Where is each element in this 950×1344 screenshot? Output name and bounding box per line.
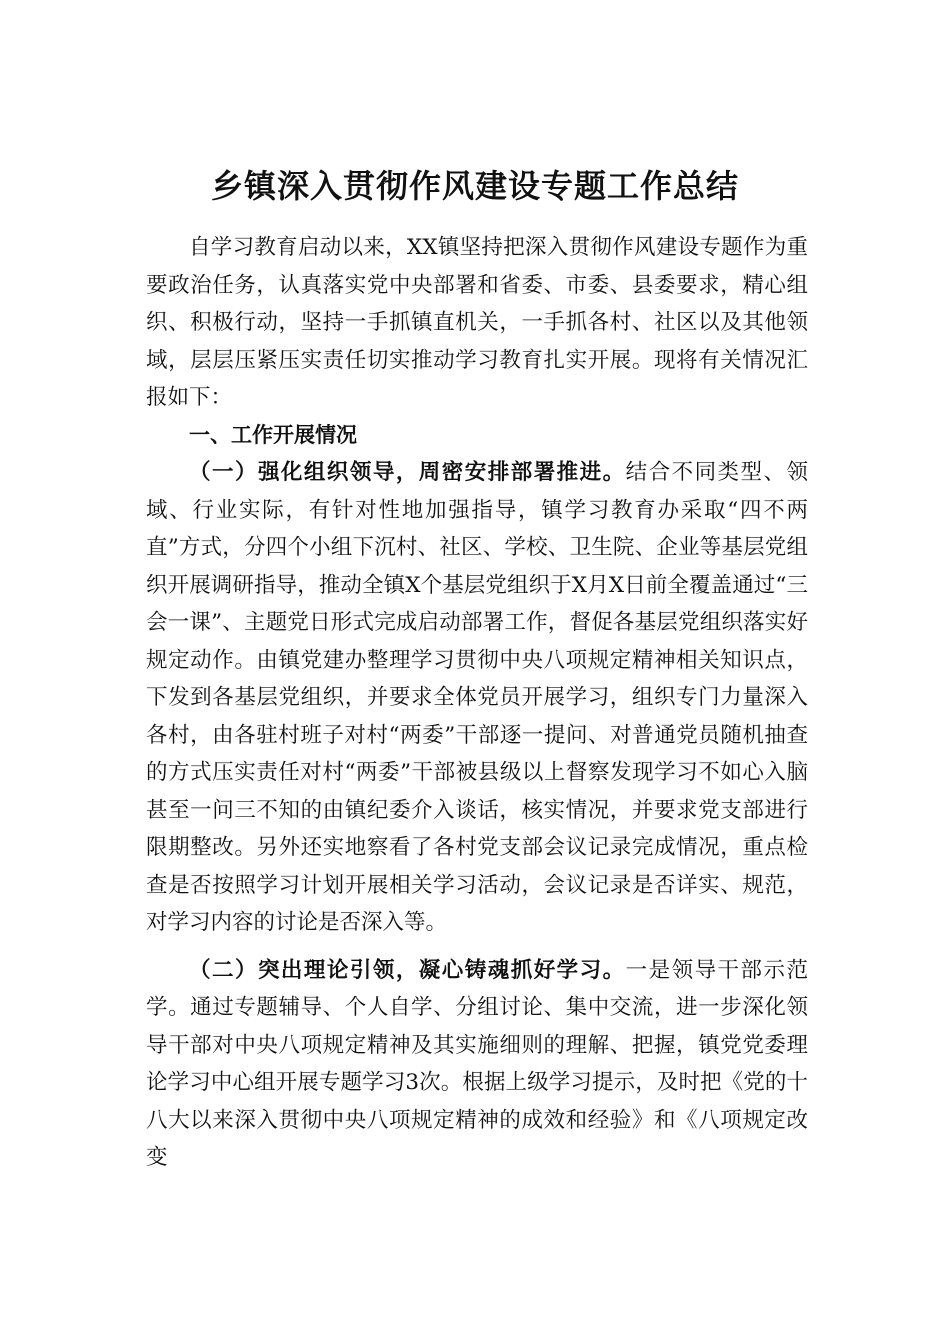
section-2-text: 一是领导干部示范学。通过专题辅导、个人自学、分组讨论、集中交流，进一步深化领导干部对中央八项规定精神及其实施细则的理解、把握，镇党党委理论学习中心组开展专题学习3次。根据上级学习提示，及时把《党的十八大以来深入贯彻中央八项规定精神的成效和经验》和《八项规定改变 bbox=[146, 957, 808, 1170]
section-1-text: 结合不同类型、领域、行业实际，有针对性地加强指导，镇学习教育办采取“四不两直”方式，分四个小组下沉村、社区、学校、卫生院、企业等基层党组织开展调研指导，推动全镇X个基层党组织于X月X日前全覆盖通过“三会一课”、主题党日形式完成启动部署工作，督促各基层党组织落实好规定动作。由镇党建办整理学习贯彻中央八项规定精神相关知识点，下发到各基层党组织，并要求全体党员开展学习，组织专门力量深入各村，由各驻村班子对村“两委”干部逐一提问、对普通党员随机抽查的方式压实责任对村“两委”干部被县级以上督察发现学习不如心入脑甚至一问三不知的由镇纪委介入谈话，核实情况，并要求党支部进行限期整改。另外还实地察看了各村党支部会议记录完成情况，重点检查是否按照学习计划开展相关学习活动，会议记录是否详实、规范，对学习内容的讨论是否深入等。 bbox=[146, 460, 808, 935]
section-2-paragraph bbox=[146, 952, 808, 1177]
intro-paragraph: 自学习教育启动以来，XX镇坚持把深入贯彻作风建设专题作为重要政治任务，认真落实党中央部署和省委、市委、县委要求，精心组织、积极行动，坚持一手抓镇直机关，一手抓各村、社区以及其他领域，层层压紧压实责任切实推动学习教育扎实开展。现将有关情况汇报如下： bbox=[146, 235, 808, 410]
section-heading-work-progress: 一、工作开展情况 bbox=[189, 422, 357, 447]
section-1-lead: （一）强化组织领导，周密安排部署推进。 bbox=[189, 460, 626, 485]
section-1-paragraph bbox=[146, 454, 808, 942]
section-2-lead: （二）突出理论引领，凝心铸魂抓好学习。 bbox=[189, 957, 626, 983]
document-title: 乡镇深入贯彻作风建设专题工作总结 bbox=[210, 167, 739, 205]
document-body bbox=[146, 229, 808, 1177]
